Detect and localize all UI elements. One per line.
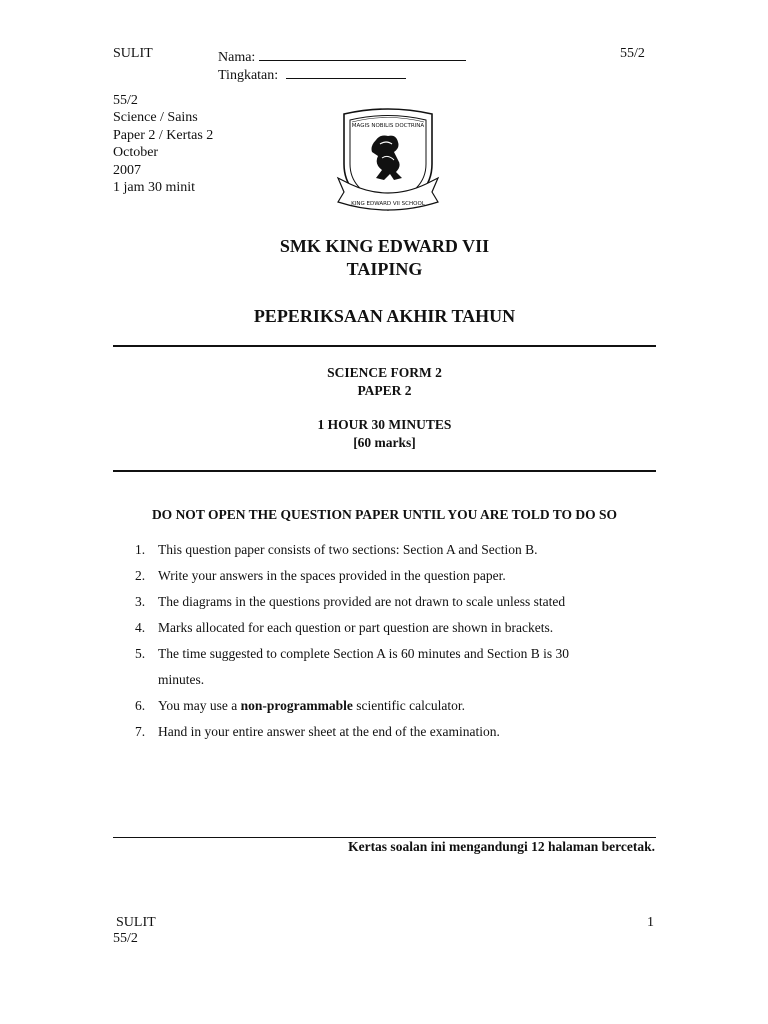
divider-top: [113, 345, 656, 347]
name-blank: [259, 46, 466, 61]
instruction-item: 5. The time suggested to complete Section A is 60 minutes and Section B is 30: [135, 646, 569, 661]
header-code: 55/2: [620, 46, 645, 61]
emphasis-text: non-programmable: [240, 698, 353, 713]
instruction-item: 2. Write your answers in the spaces provided in the question paper.: [135, 568, 506, 583]
footer-code: 55/2: [113, 931, 138, 946]
school-town: TAIPING: [346, 259, 423, 279]
duration-line: 1 HOUR 30 MINUTES: [317, 417, 452, 432]
header-sulit: SULIT: [113, 46, 153, 61]
info-line: October: [113, 145, 159, 161]
subject-line: SCIENCE FORM 2: [327, 365, 442, 380]
tingkatan-label: Tingkatan:: [218, 68, 279, 83]
instruction-item-continuation: minutes.: [158, 672, 205, 687]
footer-sulit: SULIT: [116, 915, 156, 930]
instruction-item: 7. Hand in your entire answer sheet at the end of the examination.: [135, 724, 500, 739]
marks-line: [60 marks]: [353, 435, 416, 450]
paper-info: [113, 92, 213, 196]
form-field: [218, 64, 406, 84]
info-line: Paper 2 / Kertas 2: [113, 127, 214, 143]
instruction-item: 3. The diagrams in the questions provided are not drawn to scale unless stated: [135, 594, 566, 609]
page-number: 1: [647, 915, 654, 930]
school-name: SMK KING EDWARD VII: [279, 236, 490, 256]
tingkatan-blank: [286, 64, 406, 79]
info-line: 55/2: [113, 93, 138, 108]
crest-bottom-text: KING EDWARD VII SCHOOL: [351, 201, 425, 207]
note-divider: [113, 837, 656, 838]
pages-note: Kertas soalan ini mengandungi 12 halaman bercetak.: [348, 839, 655, 854]
name-field: [218, 46, 466, 66]
divider-bottom: [113, 470, 656, 472]
info-line: 2007: [113, 162, 141, 178]
warning-text: DO NOT OPEN THE QUESTION PAPER UNTIL YOU ARE TOLD TO DO SO: [151, 507, 618, 522]
paper-line: PAPER 2: [357, 383, 412, 398]
info-line: 1 jam 30 minit: [113, 180, 196, 196]
exam-title: PEPERIKSAAN AKHIR TAHUN: [253, 306, 516, 326]
info-line: Science / Sains: [113, 110, 198, 126]
school-crest-logo: [336, 106, 440, 218]
crest-top-text: MAGIS NOBILIS DOCTRINA: [351, 123, 425, 129]
name-label: Nama:: [218, 50, 256, 65]
instruction-item: 4. Marks allocated for each question or part question are shown in brackets.: [135, 620, 554, 635]
instruction-item: 1. This question paper consists of two sections: Section A and Section B.: [135, 542, 538, 557]
instruction-item: 6. You may use a non-programmable scientific calculator.: [135, 698, 465, 713]
